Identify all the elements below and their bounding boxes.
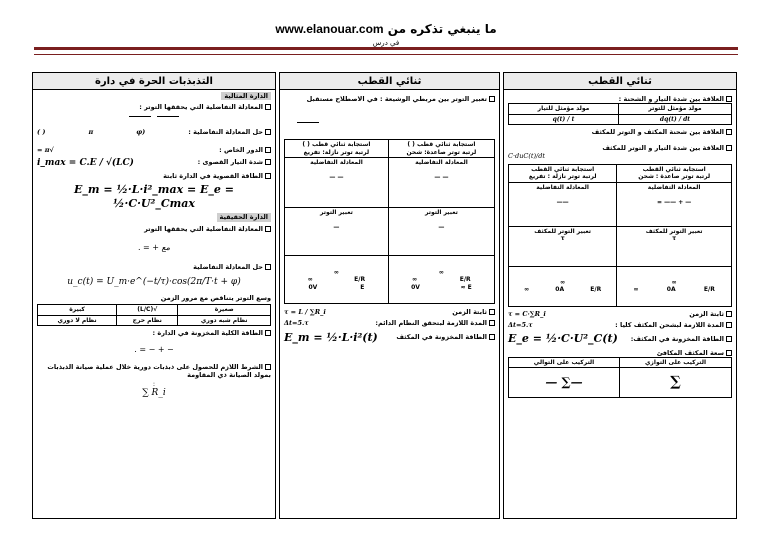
series-eq: — ∑— (509, 368, 620, 398)
series-label: التركيب على التوالي (509, 357, 620, 368)
blank-eq (294, 117, 485, 125)
time-const-item: ثابتة الزمن τ = C·∑R_i (508, 310, 732, 318)
checkbox-icon (265, 364, 271, 370)
checkbox-icon (265, 226, 271, 232)
column-rl-dipole (279, 72, 500, 519)
period-item: الدور الخاص : = π√ (37, 146, 271, 154)
page-header (34, 22, 738, 50)
section-ideal-circuit: الدارة المثالية (221, 92, 271, 100)
column-title: ثنائي القطب (504, 73, 736, 90)
generator-table (508, 103, 732, 125)
real-solution-eq: u_c(t) = U_m·e^(−t/τ)·cos(2π/T·t + φ) (67, 276, 241, 287)
energy-item: الطاقة المخزونة في المكثف E_m = ½·L·i²(t) (284, 331, 495, 345)
regime-critical: نظام حرج (117, 315, 178, 326)
maintenance-item: الشرط اللازم للحصول على ذبذبات دورية خلال عملية صيانة الذبذبات بمولد الصيانة ذي المقاومة (47, 363, 271, 380)
parallel-label: التركيب على التوازي (619, 357, 731, 368)
energy-item: الطاقة المخزونة في المكثف: E_e = ½·C·U²_C(t) (508, 332, 732, 346)
checkbox-icon (726, 350, 732, 356)
tension-cell: تعبير التوتر — (388, 208, 494, 256)
regimes-label: وسع التوتر يتناقص مع مرور الزمن (160, 294, 271, 302)
regime-large: كبيرة (38, 305, 117, 316)
resp-discharge: استجابة ثنائي قطب ( ) لرتبة توتر نازلة: تفريغ (285, 140, 389, 158)
checkbox-icon (726, 145, 732, 151)
imax-item: شدة التيار القصوى : i_max = C.E / √(LC) (37, 158, 271, 169)
checkbox-icon (726, 322, 732, 328)
relation-item: العلاقة بين شدة التيار و الشحنة : (508, 95, 732, 103)
checkbox-icon (489, 334, 495, 340)
column-title: التذبذبات الحرة في دارة (33, 73, 275, 90)
checkbox-icon (265, 159, 271, 165)
regime-weak: صغيرة (178, 305, 271, 316)
regimes-table (37, 304, 271, 326)
solution-item: حل المعادلة التفاضلية : φ) π ( ) (37, 128, 271, 136)
maintenance-eq: ∑ R_i (142, 387, 166, 398)
resp-charge: استجابة ثنائي قطب ( ) لرتبة توتر صاعدة: شحن (388, 140, 494, 158)
charge-time-item: المدة اللازمة لبشحن المكثف كليا : Δt=5.τ (508, 321, 732, 329)
blank-eq (37, 111, 271, 125)
header-divider (34, 54, 738, 55)
section-real-circuit: الدارة الحقيقية (217, 213, 271, 221)
checkbox-icon (489, 96, 495, 102)
diff-eq-item: المعادلة التفاضلية التي يحققها التوتر : (37, 103, 271, 111)
tension-item: تعبير التوتر بين مربطي الوشيعة : في الاصطلاح مستقبل (284, 95, 495, 103)
real-diff-eq: . = + مع (137, 242, 171, 252)
checkbox-icon (265, 129, 271, 135)
diff-eq-cell: المعادلة التفاضلية — — (285, 158, 389, 208)
checkbox-icon (265, 264, 271, 270)
values-cell: ∞ ∞ E/R 0V ≈ E (388, 256, 494, 304)
resp-discharge: استجابة ثنائي القطب لرتبة توتر نازلة : تفريغ (509, 164, 617, 182)
current-tension-item: العلاقة بين شدة التيار و التوتر للمكثف (508, 144, 732, 152)
checkbox-icon (726, 129, 732, 135)
total-energy-item: الطاقة الكلية المخزونة في الدارة : (37, 329, 271, 337)
total-energy-eq: . = − + − (134, 345, 174, 355)
steady-item: المدة اللازمة لبتحقق النظام الدائم: Δt=5.τ (284, 319, 495, 327)
checkbox-icon (265, 330, 271, 336)
dq-dt: dq(t) / dt (618, 114, 731, 125)
page-subtitle: في درس (372, 39, 400, 47)
title-arabic: ما ينبغي تذكره من (387, 22, 497, 36)
checkbox-icon (265, 147, 271, 153)
diff-eq-cell: المعادلة التفاضلية — + —— = (617, 182, 732, 226)
resp-charge: استجابة ثنائي القطب لرتبة توتر صاعدة : شحن (617, 164, 732, 182)
checkbox-icon (726, 336, 732, 342)
checkbox-icon (489, 309, 495, 315)
values-cell: ∞ ∞ 0A E/R (509, 266, 617, 306)
diff-eq-cell: المعادلة التفاضلية —— (509, 182, 617, 226)
real-diff-item: المعادلة التفاضلية التي يحققها التوتر (37, 225, 271, 233)
tension-cell: تعبير التوتر — (285, 208, 389, 256)
energy-equation: E_m = ½·L·i²_max = E_e = ½·C·U²_Cmax (74, 182, 234, 210)
checkbox-icon (265, 173, 271, 179)
gen-current: مولد مؤمثل للتيار (509, 104, 619, 115)
column-rc-dipole (503, 72, 737, 519)
checkbox-icon (726, 96, 732, 102)
current-tension-eq: C·duC(t)/dt (508, 152, 546, 161)
page-title (34, 22, 738, 36)
parallel-eq: ∑ (619, 368, 731, 398)
gen-tension: مولد مؤمثل للتوتر (618, 104, 731, 115)
regime-aperiodic: نظام لا دوري (38, 315, 117, 326)
checkbox-icon (265, 104, 271, 110)
values-cell: ∞ ∞ 0A E/R (617, 266, 732, 306)
equiv-cap-item: سعة المكثف المكافئ (508, 349, 732, 357)
charge-tension-item: العلاقة بين شحنة المكثف و التوتر للمكثف (508, 128, 732, 136)
tension-cell: تعبير التوتر للمكثف τ (617, 226, 732, 266)
time-const-item: ثابتة الزمن τ = L / ∑R_i (284, 308, 495, 316)
real-solution-item: حل المعادلة التفاضلية (37, 263, 271, 271)
rc-response-table (508, 164, 732, 307)
column-free-oscillations (32, 72, 276, 519)
equiv-cap-table (508, 357, 732, 399)
site-url[interactable]: www.elanouar.com (275, 22, 384, 36)
checkbox-icon (489, 320, 495, 326)
diff-eq-cell: المعادلة التفاضلية — — (388, 158, 494, 208)
tension-cell: تعبير التوتر للمكثف τ (509, 226, 617, 266)
regime-pseudo: نظام شبه دوري (178, 315, 271, 326)
q-over-t: q(t) / t (509, 114, 619, 125)
regime-sqrt: √(L/C) (117, 305, 178, 316)
rl-response-table (284, 139, 495, 304)
energy-item: الطاقة القصوية في الدارة ثابتة (37, 172, 271, 180)
maintenance-colon: : (152, 379, 156, 388)
column-title: ثنائي القطب (280, 73, 499, 90)
values-cell: ∞ ∞ E/R 0V E (285, 256, 389, 304)
checkbox-icon (726, 311, 732, 317)
